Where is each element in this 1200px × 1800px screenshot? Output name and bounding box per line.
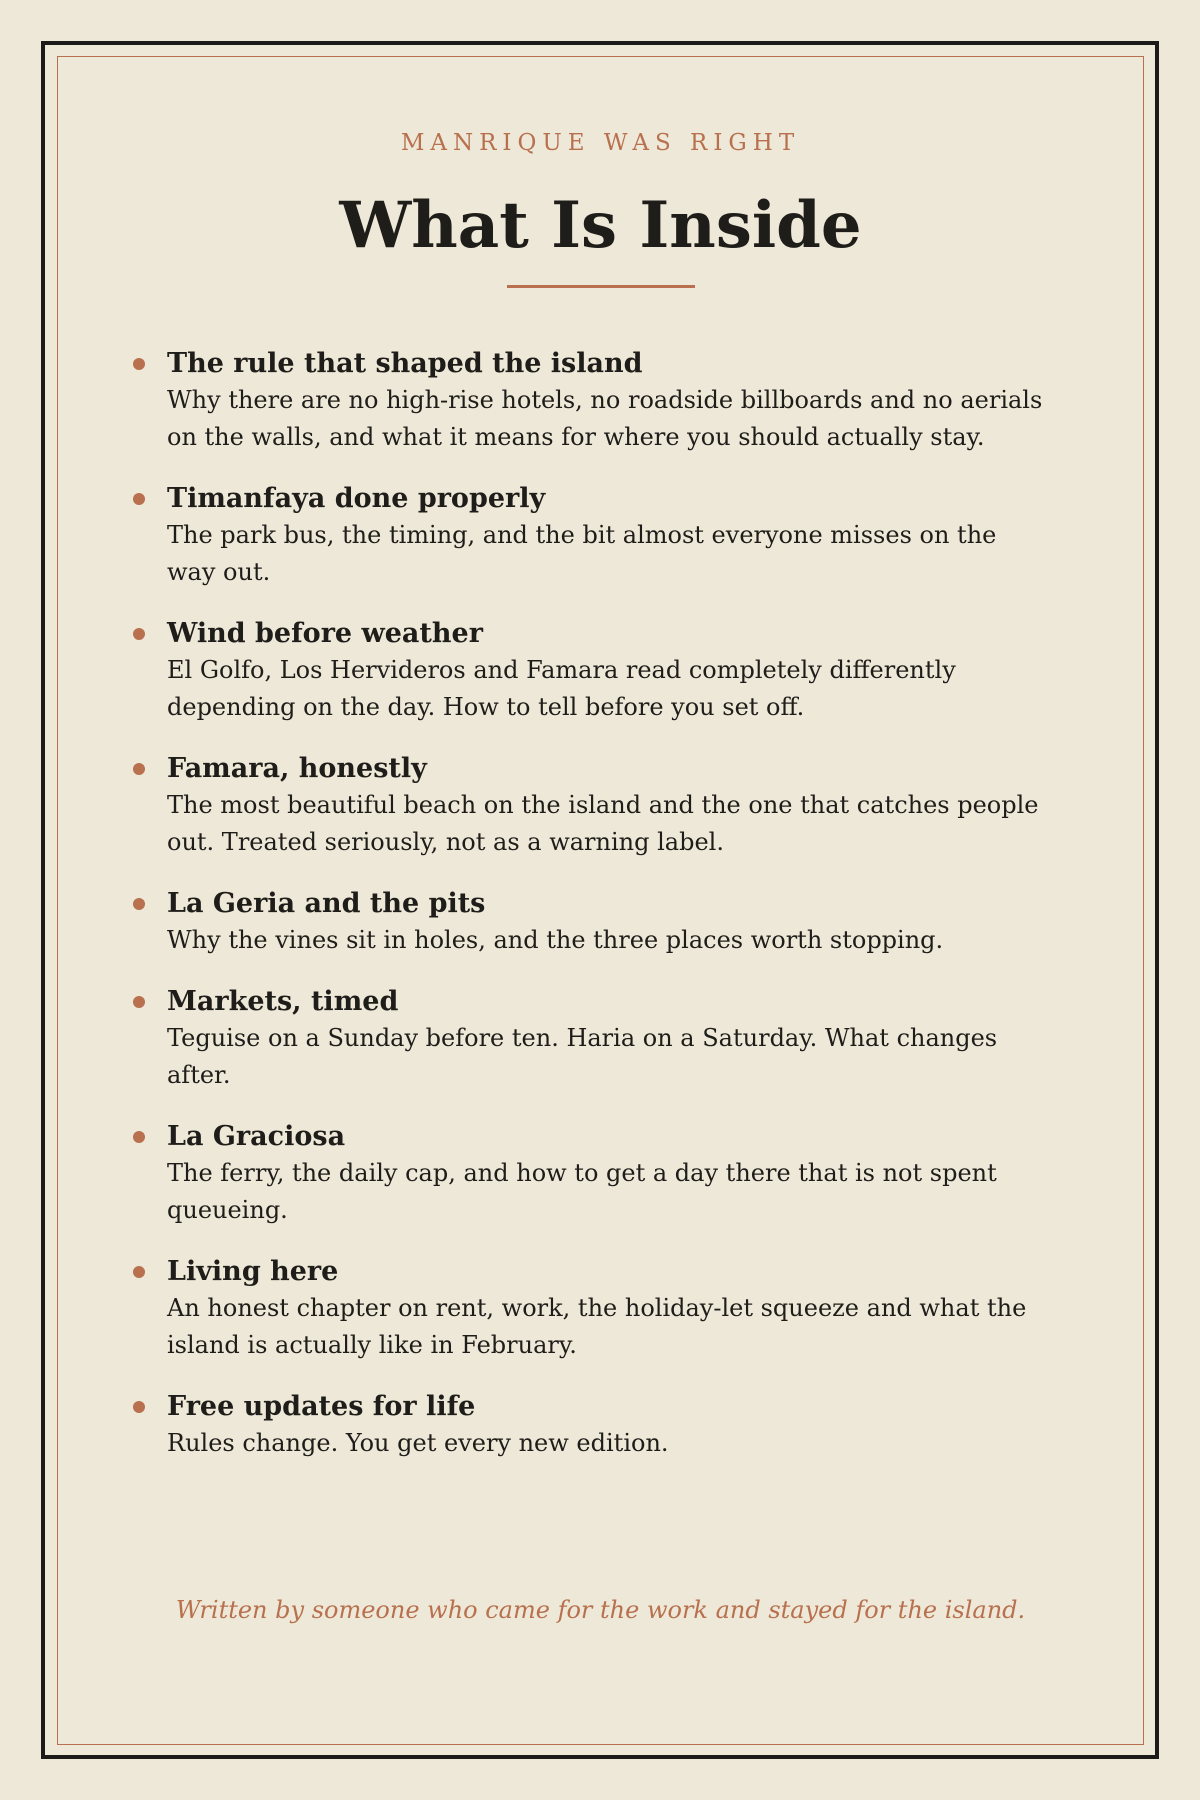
- list-item: [57, 886, 1144, 959]
- item-title: Timanfaya done properly: [167, 483, 546, 514]
- item-description: Teguise on a Sunday before ten. Haria on a Saturday. What changes after.: [167, 1024, 998, 1089]
- list-item: [57, 1119, 1144, 1229]
- bullet-icon: [133, 996, 145, 1008]
- item-description: The ferry, the daily cap, and how to get a day there that is not spent queueing.: [167, 1159, 997, 1224]
- list-item: [57, 984, 1144, 1094]
- list-item: [57, 346, 1144, 456]
- bullet-icon: [133, 358, 145, 370]
- item-title: Living here: [167, 1256, 339, 1287]
- item-description: El Golfo, Los Hervideros and Famara read completely differently depending on the day. How to tell before you set off.: [167, 656, 956, 721]
- list-item: [57, 751, 1144, 861]
- bullet-icon: [133, 1401, 145, 1413]
- footer-tagline: Written by someone who came for the work and stayed for the island.: [175, 1596, 1026, 1624]
- list-item: [57, 616, 1144, 726]
- item-title: La Graciosa: [167, 1121, 346, 1152]
- item-description: Why there are no high-rise hotels, no roadside billboards and no aerials on the walls, and what it means for where you should actually stay.: [167, 386, 1043, 451]
- item-description: An honest chapter on rent, work, the holiday-let squeeze and what the island is actually like in February.: [167, 1294, 1027, 1359]
- item-title: The rule that shaped the island: [167, 348, 643, 379]
- item-description: The most beautiful beach on the island and the one that catches people out. Treated seriously, not as a warning label.: [167, 791, 1039, 856]
- bullet-icon: [133, 898, 145, 910]
- list-item: [57, 481, 1144, 591]
- page-content: [57, 56, 1144, 1745]
- list-item: [57, 1389, 1144, 1462]
- item-title: Wind before weather: [167, 618, 483, 649]
- item-title: Famara, honestly: [167, 753, 427, 784]
- item-title: La Geria and the pits: [167, 888, 486, 919]
- item-description: The park bus, the timing, and the bit almost everyone misses on the way out.: [167, 521, 997, 586]
- item-title: Markets, timed: [167, 986, 399, 1017]
- bullet-icon: [133, 1131, 145, 1143]
- bullet-icon: [133, 493, 145, 505]
- eyebrow-heading: MANRIQUE WAS RIGHT: [400, 130, 801, 156]
- page-title: What Is Inside: [339, 188, 862, 263]
- title-divider: [507, 285, 695, 288]
- item-description: Why the vines sit in holes, and the three places worth stopping.: [167, 926, 944, 954]
- item-description: Rules change. You get every new edition.: [167, 1429, 669, 1457]
- contents-list: [57, 346, 1144, 1487]
- item-title: Free updates for life: [167, 1391, 476, 1422]
- list-item: [57, 1254, 1144, 1364]
- bullet-icon: [133, 763, 145, 775]
- bullet-icon: [133, 1266, 145, 1278]
- bullet-icon: [133, 628, 145, 640]
